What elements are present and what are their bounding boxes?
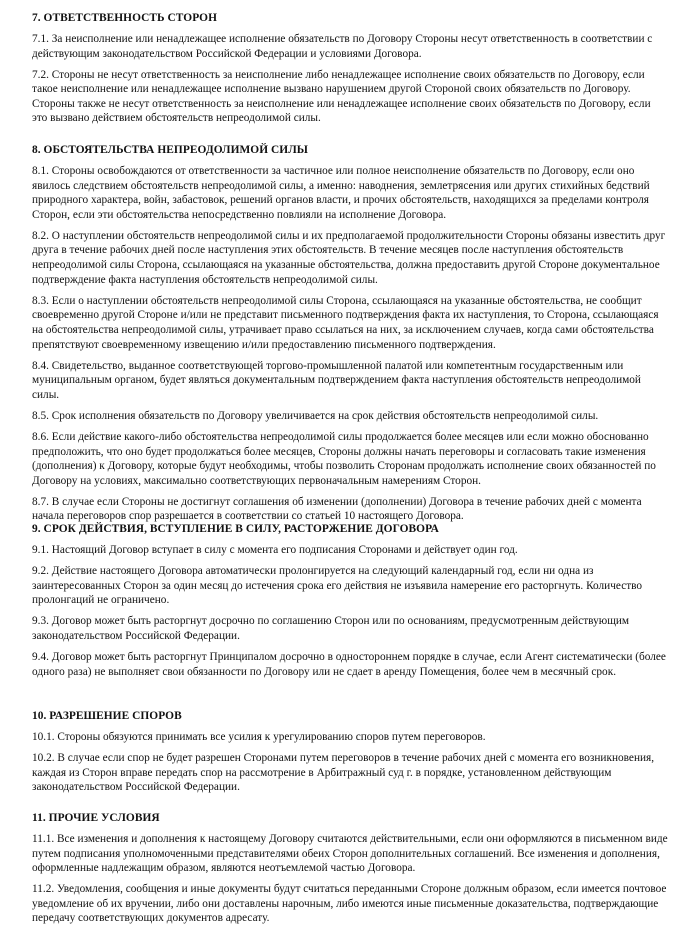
paragraph: 11.2. Уведомления, сообщения и иные документы будут считаться переданными Стороне должным образом, если имеется почтовое уведомление об их вручении, либо они доставлены нарочным, либо имеются иные письменные доказательства, подтверждающие передачу соответствующих документов адресату.	[32, 883, 667, 925]
paragraph: 10.1. Стороны обязуются принимать все усилия к урегулированию споров путем переговоров.	[32, 731, 486, 743]
paragraph: 11.1. Все изменения и дополнения к настоящему Договору считаются действительными, если они оформляются в письменном виде путем подписания уполномоченными представителями обеих Сторон дополнительных соглашений. Все изменения и дополнения, оформленные надлежащим образом, являются неотъемлемой частью Договора.	[32, 833, 668, 875]
section-heading: 10. РАЗРЕШЕНИЕ СПОРОВ	[32, 710, 182, 722]
section-heading: 8. ОБСТОЯТЕЛЬСТВА НЕПРЕОДОЛИМОЙ СИЛЫ	[32, 144, 308, 156]
section-heading: 11. ПРОЧИЕ УСЛОВИЯ	[32, 812, 160, 824]
paragraph: 10.2. В случае если спор не будет разрешен Сторонами путем переговоров в течение рабочих дней с момента его возникновения, каждая из Сторон вправе передать спор на рассмотрение в Арбитражный суд г. в порядке, установленном действующим законодательством Российской Федерации.	[32, 752, 655, 794]
section-heading: 9. СРОК ДЕЙСТВИЯ, ВСТУПЛЕНИЕ В СИЛУ, РАСТОРЖЕНИЕ ДОГОВОРА	[32, 523, 439, 535]
paragraph: 8.5. Срок исполнения обязательств по Договору увеличивается на срок действия обстоятельств непреодолимой силы.	[32, 409, 599, 422]
section-heading: 7. ОТВЕТСТВЕННОСТЬ СТОРОН	[32, 12, 217, 24]
paragraph: 9.1. Настоящий Договор вступает в силу с момента его подписания Сторонами и действует один год.	[32, 544, 518, 556]
section-term	[32, 522, 668, 686]
paragraph: 7.1. За неисполнение или ненадлежащее исполнение обязательств по Договору Стороны несут ответственность в соответствии с действующим законодательством Российской Федерации и условиями Договора.	[32, 33, 653, 60]
section-force-majeure	[32, 143, 668, 531]
paragraph: 8.3. Если о наступлении обстоятельств непреодолимой силы Сторона, ссылающаяся на указанные обстоятельства, не сообщит своевременно другой Стороне и/или не представит письменного подтверждения факта их наступления, то Сторона, ссылающаяся на обстоятельства непреодолимой силы, утрачивает право ссылаться на них, за исключением случаев, когда сами обстоятельства препятствуют своевременному извещению и/или предоставлению письменного подтверждения.	[32, 294, 659, 351]
paragraph: 9.3. Договор может быть расторгнут досрочно по соглашению Сторон или по основаниям, предусмотренным действующим законодательством Российской Федерации.	[32, 615, 630, 642]
section-other	[32, 811, 668, 933]
paragraph: 8.4. Свидетельство, выданное соответствующей торгово-промышленной палатой или компетентным государственным или муниципальным органом, будет являться документальным подтверждением факта наступления обстоятельств непреодолимой силы.	[32, 359, 641, 401]
paragraph: 8.7. В случае если Стороны не достигнут соглашения об изменении (дополнении) Договора в течение рабочих дней с момента начала переговоров спор разрешается в соответствии со статьей 10 настоящего Договора.	[32, 495, 642, 523]
paragraph: 8.2. О наступлении обстоятельств непреодолимой силы и их предполагаемой продолжительности Стороны обязаны известить друг друга в течение рабочих дней после наступления этих обстоятельств. В течение месяцев после наступления обстоятельств непреодолимой силы Сторона, ссылающаяся на указанные обстоятельства, должна предоставить другой Стороне документальное подтверждение факта наступления обстоятельств непреодолимой силы.	[32, 229, 666, 286]
paragraph: 9.2. Действие настоящего Договора автоматически пролонгируется на следующий календарный год, если ни одна из заинтересованных Сторон за один месяц до истечения срока его действия не изъявила намерение его расторгнуть. Количество пролонгаций не ограничено.	[32, 565, 643, 607]
paragraph: 9.4. Договор может быть расторгнут Принципалом досрочно в одностороннем порядке в случае, если Агент систематически (более одного раза) не выполняет свои обязанности по Договору или не сдает в аренду Помещения, более чем в месячный срок.	[32, 651, 666, 678]
paragraph: 8.1. Стороны освобождаются от ответственности за частичное или полное неисполнение обязательств по Договору, если оно явилось следствием обстоятельств непреодолимой силы, а именно: наводнения, землетрясения или других стихийных бедствий природного характера, войн, забастовок, решений органов власти, и прочих обстоятельств, находящихся за пределами контроля Сторон, если эти обстоятельства непосредственно повлияли на исполнение Договора.	[32, 165, 650, 221]
paragraph: 8.6. Если действие какого-либо обстоятельства непреодолимой силы продолжается более месяцев или если можно обоснованно предположить, что оно будет продолжаться более месяцев, Стороны должны начать переговоры и согласовать такие изменения (дополнения) к Договору, которые будут необходимы, чтобы позволить Сторонам продолжать исполнение своих обязанностей по Договору на условиях, максимально соответствующих первоначальным намерениям Сторон.	[32, 431, 656, 487]
section-responsibility	[32, 11, 668, 133]
section-disputes	[32, 709, 668, 801]
paragraph: 7.2. Стороны не несут ответственность за неисполнение либо ненадлежащее исполнение своих обязательств по Договору, если такое неисполнение или ненадлежащее исполнение вызвано нарушением другой Стороной своих обязательств по Договору. Стороны также не несут ответственность за неисполнение или ненадлежащее исполнение своих обязательств по Договору, если это вызвано действием обстоятельств непреодолимой силы.	[32, 68, 651, 125]
